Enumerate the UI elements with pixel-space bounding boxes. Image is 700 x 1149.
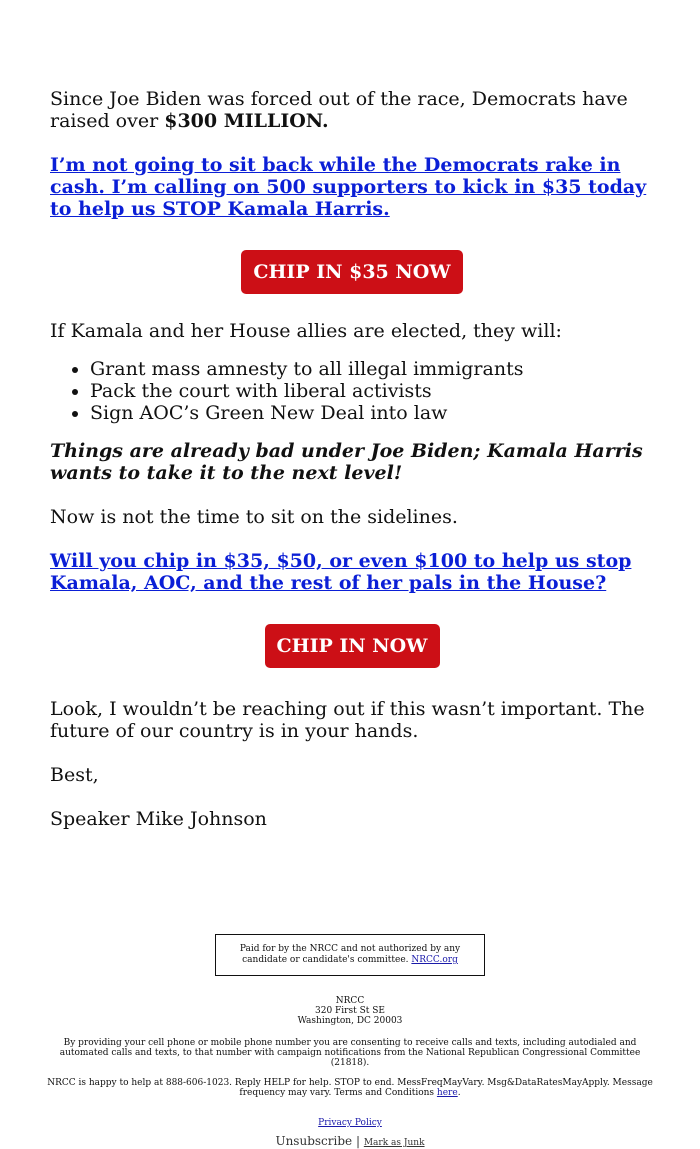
paid-for-box — [215, 934, 485, 976]
intro-amount: $300 MILLION. — [164, 110, 329, 132]
emphasis-text: Things are already bad under Joe Biden; Kamala Harris wants to take it to the next level! — [50, 440, 643, 484]
sidelines-text: Now is not the time to sit on the sidelines. — [50, 506, 458, 528]
privacy-row — [0, 1118, 700, 1128]
chip-in-35-button[interactable]: CHIP IN $35 NOW — [241, 250, 462, 294]
address-street: 320 First St SE — [315, 1006, 385, 1016]
list-item: • Sign AOC’s Green New Deal into law — [90, 402, 654, 424]
appeal-link-2[interactable]: Will you chip in $35, $50, or even $100 to help us stop Kamala, AOC, and the rest of her pals in the House? — [50, 550, 632, 594]
button-row-2 — [50, 624, 654, 668]
consequence-list — [50, 358, 654, 424]
chip-in-now-button[interactable]: CHIP IN NOW — [265, 624, 440, 668]
appeal-link-1[interactable]: I’m not going to sit back while the Democrats rake in cash. I’m calling on 500 supporters to kick in $35 today to help us STOP Kamala Harris. — [50, 154, 647, 220]
address-city: Washington, DC 20003 — [297, 1016, 403, 1026]
button-row-1 — [50, 250, 654, 294]
privacy-policy-link[interactable]: Privacy Policy — [318, 1118, 382, 1128]
terms-link[interactable]: here — [436, 1088, 458, 1098]
unsubscribe-link[interactable]: Unsubscribe — [275, 1134, 353, 1148]
appeal-paragraph-1 — [50, 154, 654, 220]
list-item: • Grant mass amnesty to all illegal immigrants — [90, 358, 654, 380]
signoff-text: Best, — [50, 764, 99, 786]
email-body — [50, 88, 654, 830]
mark-as-junk-link[interactable]: Mark as Junk — [363, 1138, 425, 1148]
closing-text: Look, I wouldn’t be reaching out if this wasn’t important. The future of our country is in your hands. — [50, 698, 645, 742]
nrcc-link[interactable]: NRCC.org — [411, 955, 458, 965]
email-footer — [0, 934, 700, 1148]
appeal-paragraph-2 — [50, 550, 654, 594]
mailing-address — [0, 996, 700, 1026]
unsubscribe-row — [0, 1136, 700, 1148]
intro-text: Since Joe Biden was forced out of the race, Democrats have raised over — [50, 88, 628, 132]
list-item: • Pack the court with liberal activists — [90, 380, 654, 402]
signature-text: Speaker Mike Johnson — [50, 808, 267, 830]
disclaimer-text: Paid for by the NRCC and not authorized by any candidate or candidate's committee. NRCC.org — [239, 944, 461, 965]
list-intro: If Kamala and her House allies are elected, they will: — [50, 320, 562, 342]
separator: | — [355, 1134, 360, 1148]
intro-paragraph — [50, 88, 654, 132]
consent-text: By providing your cell phone or mobile phone number you are consenting to receive calls and texts, including autodialed and automated calls and texts, to that number with campaign notifications from the National Republican Congressional Committee (21818). — [59, 1038, 641, 1068]
help-text: NRCC is happy to help at 888-606-1023. Reply HELP for help. STOP to end. MessFreqMayVary. Msg&DataRatesMayApply. Message frequency may vary. Terms and Conditions here. — [47, 1078, 653, 1098]
address-org: NRCC — [335, 996, 365, 1006]
